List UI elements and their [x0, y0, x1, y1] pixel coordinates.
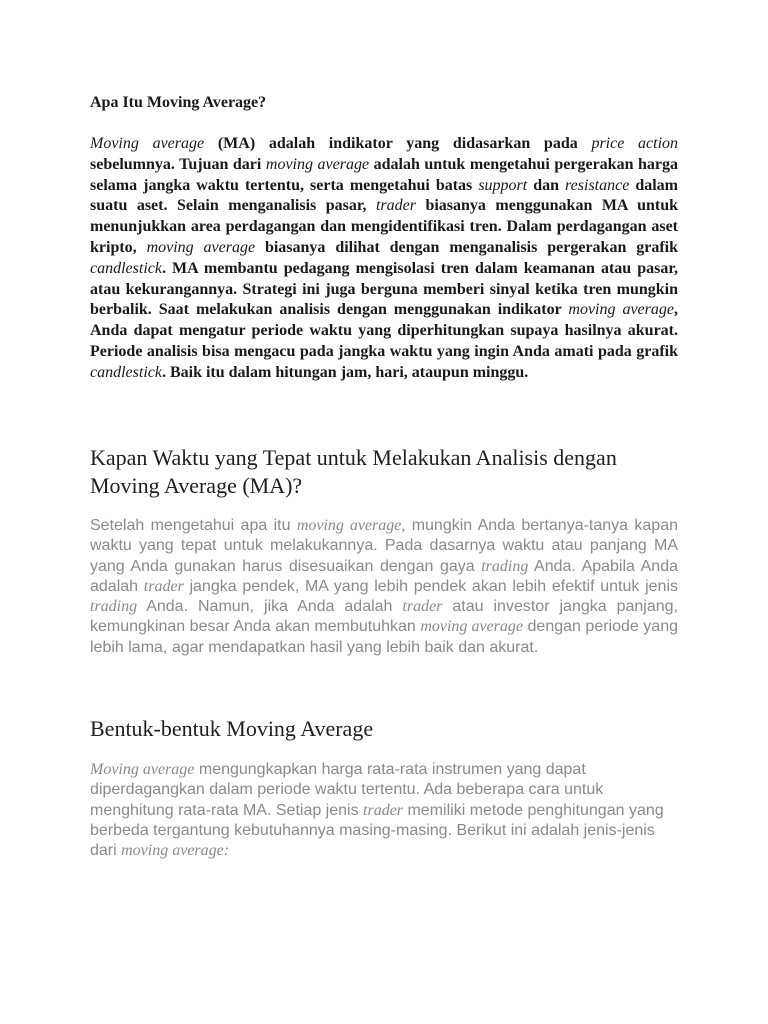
section-heading-ma-types: Bentuk-bentuk Moving Average	[90, 716, 374, 741]
text-run: Anda. Namun, jika Anda adalah	[137, 598, 403, 616]
italic-term: trader	[143, 577, 184, 595]
italic-term: trader	[402, 598, 443, 616]
text-run: sebelumnya. Tujuan dari	[90, 155, 266, 173]
italic-term: moving average	[420, 618, 524, 636]
italic-term: price action	[591, 135, 679, 152]
italic-term: moving average	[265, 155, 370, 173]
italic-term: moving average	[568, 301, 674, 319]
text-run: , Anda dapat mengatur periode waktu yang diperhitungkan supaya hasilnya akurat. Periode analisis bisa mengacu pada jangka waktu yang ingin Anda amati pada grafik	[90, 301, 678, 360]
text-run: . Baik itu dalam hitungan jam, hari, ataupun minggu.	[161, 363, 529, 381]
text-run: mengungkapkan harga rata-rata instrumen yang dapat diperdagangkan dalam periode waktu tertentu. Ada beberapa cara untuk menghitung rata-rata MA. Setiap jenis	[90, 761, 604, 819]
text-run: dan	[527, 176, 566, 194]
text-run: dengan periode yang lebih lama, agar mendapatkan hasil yang lebih baik dan akurat.	[90, 618, 678, 656]
text-run: atau investor jangka panjang, kemungkinan besar Anda akan membutuhkan	[90, 598, 678, 636]
italic-term: moving average:	[121, 842, 230, 860]
text-run: . MA membantu pedagang mengisolasi tren dalam keamanan atau pasar, atau kekurangannya. Strategi ini juga berguna memberi sinyal ketika tren mungkin berbalik. Saat melakukan analisis dengan menggunakan indikator	[90, 259, 678, 319]
italic-term: candlestick	[90, 259, 162, 277]
text-run: (MA) adalah indikator yang didasarkan pada	[204, 135, 592, 152]
text-run: biasanya dilihat dengan menganalisis pergerakan grafik	[255, 238, 678, 256]
italic-term: trader	[363, 801, 404, 819]
italic-term: trader	[375, 197, 416, 215]
text-run: mungkin Anda bertanya-tanya kapan waktu yang tepat untuk melakukannya. Pada dasarnya waktu atau panjang MA yang Anda gunakan harus disesuaikan dengan gaya	[90, 517, 678, 575]
paragraph-when-to-analyze	[90, 516, 678, 658]
italic-term: support	[478, 176, 528, 194]
text-run: memiliki metode penghitungan yang berbeda tergantung kebutuhannya masing-masing. Berikut ini adalah jenis-jenis dari	[90, 801, 664, 860]
italic-term: candlestick	[90, 363, 162, 381]
italic-term: Moving average	[90, 135, 205, 152]
paragraph-what-is-ma	[90, 134, 678, 384]
italic-term: trading	[481, 557, 529, 575]
italic-term: Moving average	[90, 761, 195, 778]
italic-term: moving average	[146, 238, 256, 256]
italic-term: moving average,	[296, 517, 406, 534]
italic-term: resistance	[565, 176, 630, 194]
text-run: Anda. Apabila Anda adalah	[90, 557, 678, 595]
paragraph-ma-types	[90, 760, 678, 861]
italic-term: trading	[90, 598, 138, 616]
section-heading-what-is-ma: Apa Itu Moving Average?	[90, 94, 267, 111]
section-heading-when-to-analyze: Kapan Waktu yang Tepat untuk Melakukan Analisis dengan Moving Average (MA)?	[90, 445, 617, 498]
text-run: biasanya menggunakan MA untuk menunjukkan area perdagangan dan mengidentifikasi tren. Dalam perdagangan aset kripto,	[90, 197, 678, 256]
text-run: dalam suatu aset. Selain menganalisis pasar,	[90, 176, 679, 215]
text-run: adalah untuk mengetahui pergerakan harga selama jangka waktu tertentu, serta mengetahui batas	[90, 155, 679, 194]
text-run: jangka pendek, MA yang lebih pendek akan lebih efektif untuk jenis	[183, 577, 679, 595]
text-run: Setelah mengetahui apa itu	[90, 517, 297, 534]
